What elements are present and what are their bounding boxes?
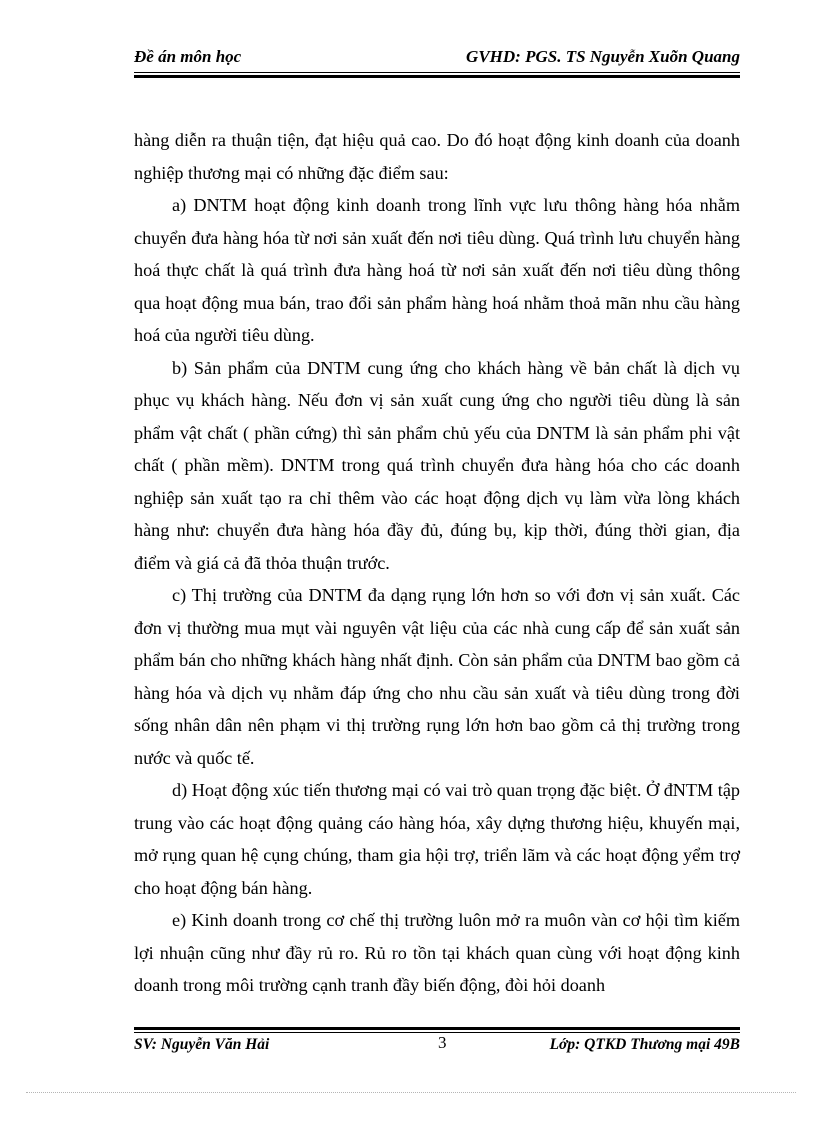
paragraph-c: c) Thị trường của DNTM đa dạng rụng lớn hơn so với đơn vị sản xuất. Các đơn vị thường mua mụt vài nguyên vật liệu của các nhà cung cấp để sản xuất sản phẩm bán cho những khách hàng nhất định. Còn sản phẩm của DNTM bao gồm cả hàng hóa và dịch vụ nhằm đáp ứng cho nhu cầu sản xuất và tiêu dùng trong đời sống nhân dân nên phạm vi thị trường rụng lớn hơn bao gồm cả thị trường trong nước và quốc tế. [134,585,740,768]
paragraph-continuation: hàng diễn ra thuận tiện, đạt hiệu quả cao. Do đó hoạt động kinh doanh của doanh nghiệp thương mại có những đặc điểm sau: [134,130,740,183]
page-break-line [26,1092,796,1093]
header-supervisor: GVHD: PGS. TS Nguyễn Xuõn Quang [466,47,740,66]
paragraph-e: e) Kinh doanh trong cơ chế thị trường luôn mở ra muôn vàn cơ hội tìm kiếm lợi nhuận cũng như đầy rủ ro. Rủ ro tồn tại khách quan cùng với hoạt động kinh doanh trong môi trường cạnh tranh đầy biến động, đòi hỏi doanh [134,910,740,995]
header-course-title: Đề án môn học [134,47,242,66]
page-header [134,44,740,70]
paragraph-b: b) Sản phẩm của DNTM cung ứng cho khách hàng về bản chất là dịch vụ phục vụ khách hàng. Nếu đơn vị sản xuất cung ứng cho người tiêu dùng là sản phẩm vật chất ( phần cứng) thì sản phẩm chủ yếu của DNTM là sản phẩm phi vật chất ( phần mềm). DNTM trong quá trình chuyển đưa hàng hóa cho các doanh nghiệp sản xuất tạo ra chỉ thêm vào các hoạt động dịch vụ làm vừa lòng khách hàng như: chuyển đưa hàng hóa đầy đủ, đúng bụ, kịp thời, đúng thời gian, địa điểm và giá cả đã thỏa thuận trước. [134,357,740,573]
header-divider [134,72,740,78]
paragraph-d: d) Hoạt động xúc tiến thương mại có vai trò quan trọng đặc biệt. Ở đNTM tập trung vào các hoạt động quảng cáo hàng hóa, xây dựng thương hiệu, khuyến mại, mở rụng quan hệ cụng chúng, tham gia hội trợ, triển lãm và các hoạt động yểm trợ cho hoạt động bán hàng. [134,780,740,898]
footer-student-name: SV: Nguyễn Văn Hải [134,1036,270,1053]
footer-class-name: Lớp: QTKD Thương mại 49B [549,1036,740,1053]
paragraph-a: a) DNTM hoạt động kinh doanh trong lĩnh vực lưu thông hàng hóa nhằm chuyển đưa hàng hóa từ nơi sản xuất đến nơi tiêu dùng. Quá trình lưu chuyển hàng hoá thực chất là quá trình đưa hàng hoá từ nơi sản xuất đến nơi tiêu dùng thông qua hoạt động mua bán, trao đổi sản phẩm hàng hoá nhằm thoả mãn nhu cầu hàng hoá của người tiêu dùng. [134,195,740,345]
document-body [134,124,740,1002]
page-number: 3 [438,1033,447,1052]
page-footer [134,1033,740,1057]
